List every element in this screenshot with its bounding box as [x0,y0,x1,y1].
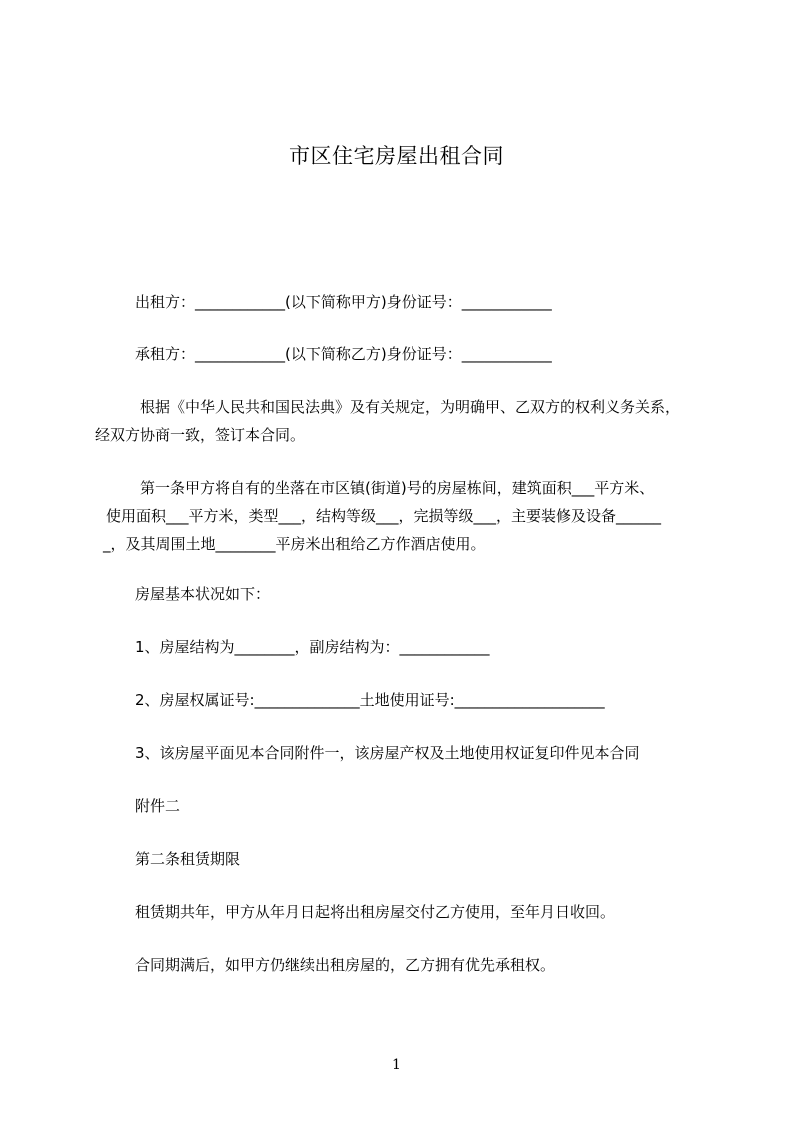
item-2: 2、房屋权属证号:______________土地使用证号:____________________ [135,691,605,709]
page-number: 1 [392,1057,401,1073]
article2-line-1: 租赁期共年，甲方从年月日起将出租房屋交付乙方使用，至年月日收回。 [135,903,616,921]
article1-line-1: 第一条甲方将自有的坐落在市区镇(街道)号的房屋栋间，建筑面积___平方米、 [140,479,655,497]
lessee-line: 承租方：____________(以下简称乙方)身份证号：____________ [135,345,552,363]
lessor-line: 出租方：____________(以下简称甲方)身份证号：____________ [135,293,552,311]
item-3: 3、该房屋平面见本合同附件一，该房屋产权及土地使用权证复印件见本合同 [135,744,640,762]
article2-line-2: 合同期满后，如甲方仍继续出租房屋的，乙方拥有优先承租权。 [135,956,556,974]
house-intro: 房屋基本状况如下： [135,585,271,603]
item-1: 1、房屋结构为________，副房结构为：____________ [135,638,490,656]
preamble-line-1: 根据《中华人民共和国民法典》及有关规定，为明确甲、乙双方的权利义务关系， [140,398,681,416]
preamble-line-2: 经双方协商一致，签订本合同。 [95,426,306,444]
article2-title: 第二条租赁期限 [135,850,241,868]
article1-line-2: 使用面积___平方米，类型___，结构等级___，完损等级___，主要装修及设备______ [106,507,662,525]
document-title: 市区住宅房屋出租合同 [289,144,504,168]
item-3-continued: 附件二 [135,797,181,815]
article1-line-3: _，及其周围土地________平房米出租给乙方作酒店使用。 [103,535,486,553]
